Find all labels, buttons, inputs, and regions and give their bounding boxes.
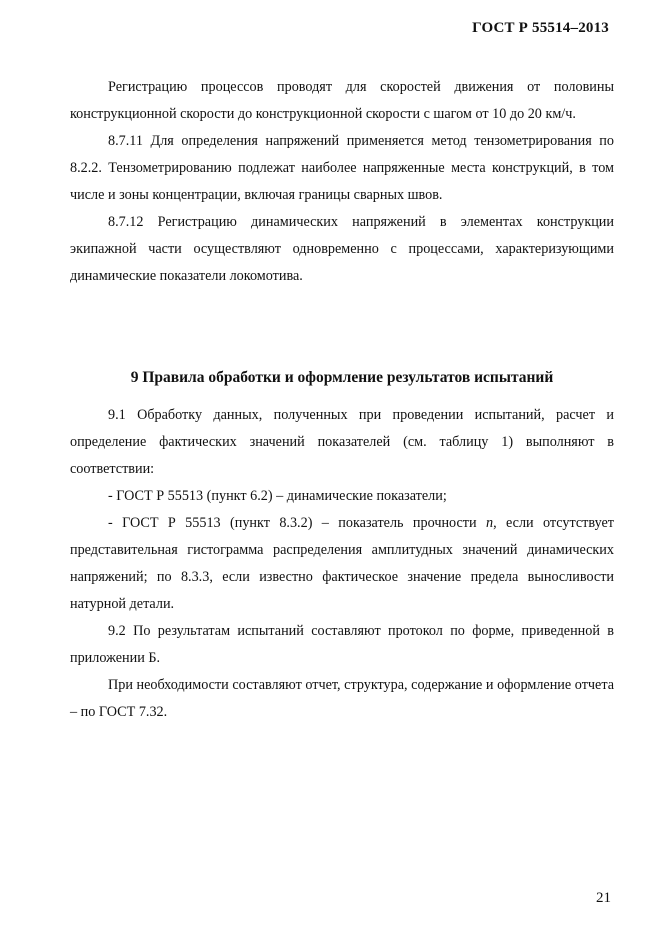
paragraph-report: При необходимости составляют отчет, структура, содержание и оформление отчета – по ГОСТ 7.32. — [70, 677, 614, 720]
paragraph-8-7-11: 8.7.11 Для определения напряжений применяется метод тензометрирования по 8.2.2. Тензометрированию подлежат наиболее напряженные места конструкций, в том числе и зоны концентрации, включая границы сварных швов. — [70, 133, 614, 203]
section-9-heading: 9 Правила обработки и оформление результатов испытаний — [130, 369, 554, 386]
list-item-strength-text-start: - ГОСТ Р 55513 (пункт 8.3.2) – показатель прочности — [108, 515, 486, 531]
list-item-strength-text-end: , если отсутствует представительная гистограмма распределения амплитудных значений динамических напряжений; по 8.3.3, если известно фактическое значение предела выносливости натурной детали. — [70, 515, 614, 612]
list-item-strength-indicator — [70, 510, 614, 618]
paragraph-registration-speeds: Регистрацию процессов проводят для скоростей движения от половины конструкционной скорости до конструкционной скорости с шагом от 10 до 20 км/ч. — [70, 79, 614, 122]
list-item-dynamic-indicators: - ГОСТ Р 55513 (пункт 6.2) – динамические показатели; — [108, 488, 447, 504]
section-8-text — [70, 74, 614, 290]
paragraph-8-7-12: 8.7.12 Регистрацию динамических напряжений в элементах конструкции экипажной части осуществляют одновременно с процессами, характеризующими динамические показатели локомотива. — [70, 214, 614, 284]
document-code-header: ГОСТ Р 55514–2013 — [472, 20, 609, 36]
paragraph-9-1: 9.1 Обработку данных, полученных при проведении испытаний, расчет и определение фактических значений показателей (см. таблицу 1) выполняют в соответствии: — [70, 407, 614, 477]
section-9-text — [70, 402, 614, 726]
paragraph-9-2: 9.2 По результатам испытаний составляют протокол по форме, приведенной в приложении Б. — [70, 623, 614, 666]
page-number: 21 — [596, 890, 611, 906]
strength-variable: n — [485, 515, 494, 531]
